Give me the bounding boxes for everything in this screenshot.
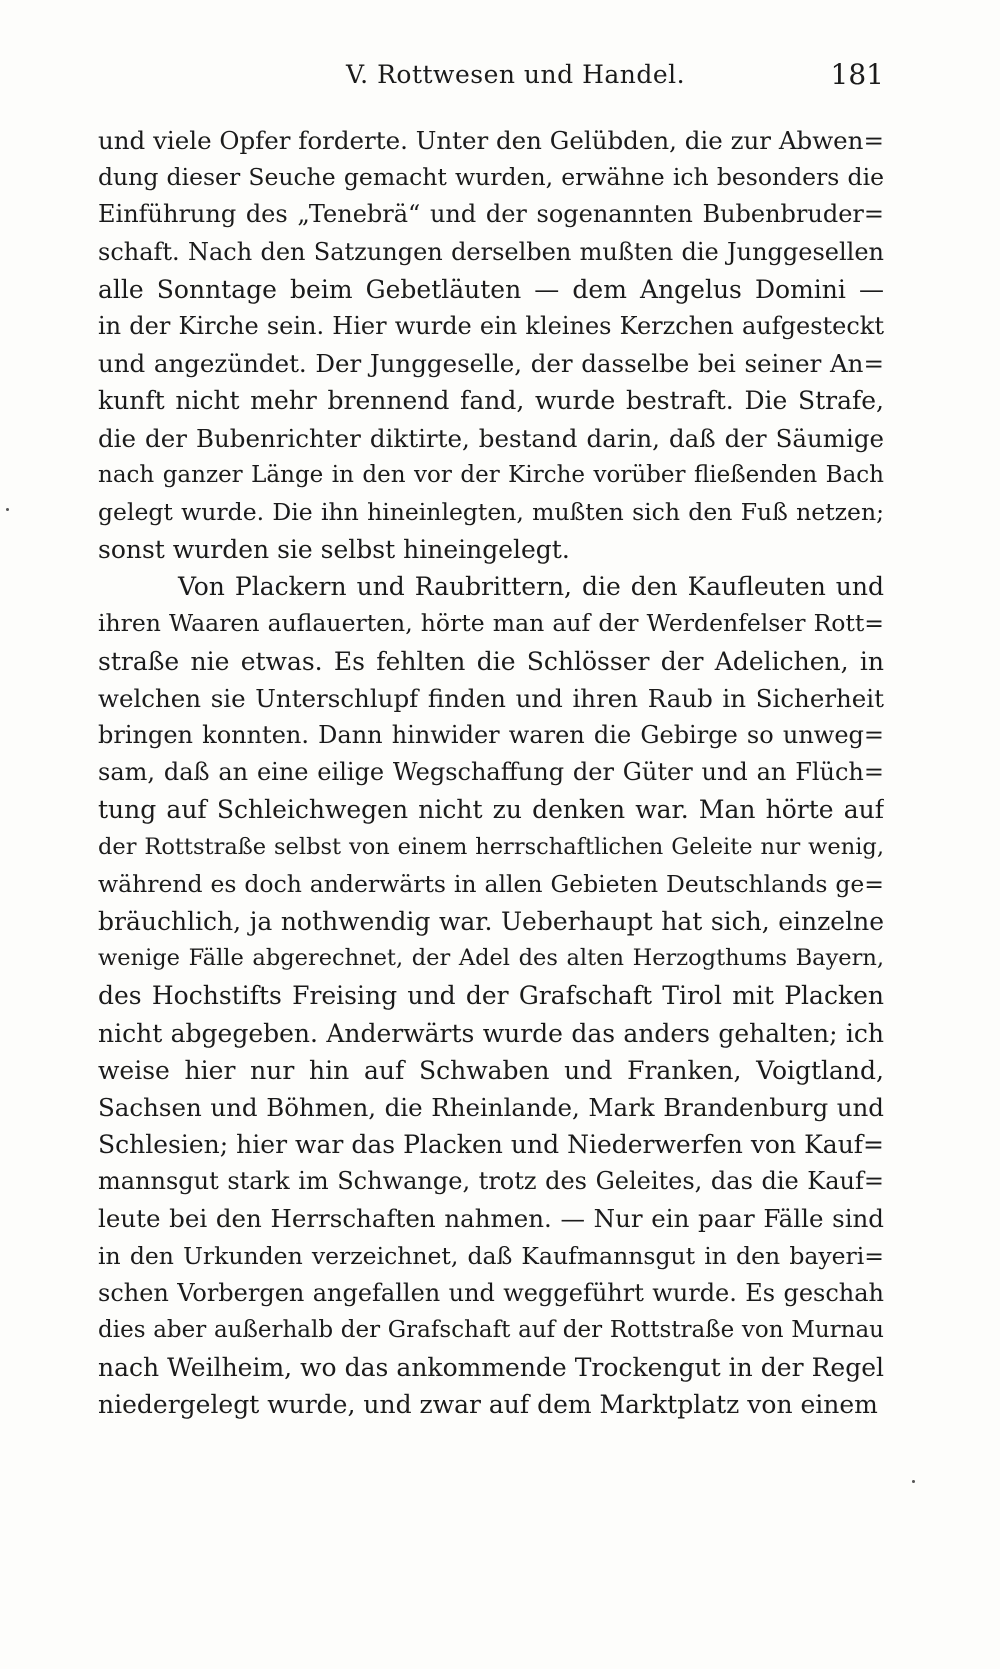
text-line: schaft. Nach den Satzungen derselben mußten die Junggesellen: [98, 237, 884, 266]
text-line: in den Urkunden verzeichnet, daß Kaufmannsgut in den bayeri=: [98, 1241, 884, 1270]
text-line: und angezündet. Der Junggeselle, der dasselbe bei seiner An=: [98, 349, 884, 379]
text-line: Schlesien; hier war das Placken und Niederwerfen von Kauf=: [98, 1130, 884, 1160]
body-text: [98, 122, 884, 1424]
text-line: der Rottstraße selbst von einem herrschaftlichen Geleite nur wenig,: [98, 833, 884, 860]
margin-speck: [912, 1480, 915, 1483]
text-line: welchen sie Unterschlupf finden und ihren Raub in Sicherheit: [98, 683, 884, 713]
paragraph: [98, 122, 884, 568]
text-line: nach ganzer Länge in den vor der Kirche vorüber fließenden Bach: [98, 461, 884, 488]
text-line: bräuchlich, ja nothwendig war. Ueberhaupt hat sich, einzelne: [98, 906, 884, 936]
text-line: alle Sonntage beim Gebetläuten — dem Angelus Domini —: [98, 274, 884, 304]
text-line: sonst wurden sie selbst hineingelegt.: [98, 535, 570, 565]
text-line: tung auf Schleichwegen nicht zu denken war. Man hörte auf: [98, 795, 884, 825]
text-line: mannsgut stark im Schwange, trotz des Geleites, das die Kauf=: [98, 1167, 884, 1196]
text-line: wenige Fälle abgerechnet, der Adel des alten Herzogthums Bayern,: [98, 945, 884, 972]
text-line: dies aber außerhalb der Grafschaft auf der Rottstraße von Murnau: [98, 1317, 884, 1343]
running-title: V. Rottwesen und Handel.: [346, 60, 686, 89]
text-line: straße nie etwas. Es fehlten die Schlösser der Adelichen, in: [98, 646, 884, 676]
text-line: bringen konnten. Dann hinwider waren die Gebirge so unweg=: [98, 721, 884, 749]
text-line: nach Weilheim, wo das ankommende Trockengut in der Regel: [98, 1353, 884, 1383]
text-line: leute bei den Herrschaften nahmen. — Nur ein paar Fälle sind: [98, 1204, 884, 1234]
text-line: Sachsen und Böhmen, die Rheinlande, Mark Brandenburg und: [98, 1092, 884, 1122]
text-line: weise hier nur hin auf Schwaben und Franken, Voigtland,: [98, 1055, 884, 1085]
text-line: und viele Opfer forderte. Unter den Gelübden, die zur Abwen=: [98, 126, 884, 155]
text-line: ihren Waaren auflauerten, hörte man auf der Werdenfelser Rott=: [98, 609, 884, 638]
text-line: nicht abgegeben. Anderwärts wurde das anders gehalten; ich: [98, 1018, 884, 1048]
text-line: dung dieser Seuche gemacht wurden, erwähne ich besonders die: [98, 163, 884, 192]
text-line: des Hochstifts Freising und der Grafschaft Tirol mit Placken: [98, 981, 884, 1011]
text-line: in der Kirche sein. Hier wurde ein kleines Kerzchen aufgesteckt: [98, 311, 884, 340]
text-line: die der Bubenrichter diktirte, bestand darin, daß der Säumige: [98, 423, 884, 453]
page-header: [96, 56, 884, 96]
text-line: gelegt wurde. Die ihn hineinlegten, mußten sich den Fuß netzen;: [98, 497, 884, 526]
text-line: während es doch anderwärts in allen Gebieten Deutschlands ge=: [98, 869, 884, 898]
text-line: Einführung des „Tenebrä“ und der sogenannten Bubenbruder=: [98, 200, 884, 229]
text-line: sam, daß an eine eilige Wegschaffung der Güter und an Flüch=: [98, 758, 884, 787]
text-line: schen Vorbergen angefallen und weggeführt wurde. Es geschah: [98, 1278, 884, 1307]
margin-speck: [6, 508, 9, 511]
text-line: Von Plackern und Raubrittern, die den Kaufleuten und: [178, 572, 884, 602]
paragraph: [98, 568, 884, 1423]
text-line: niedergelegt wurde, und zwar auf dem Marktplatz von einem: [98, 1390, 878, 1420]
text-line: kunft nicht mehr brennend fand, wurde bestraft. Die Strafe,: [98, 386, 884, 416]
page-number: 181: [830, 58, 884, 91]
